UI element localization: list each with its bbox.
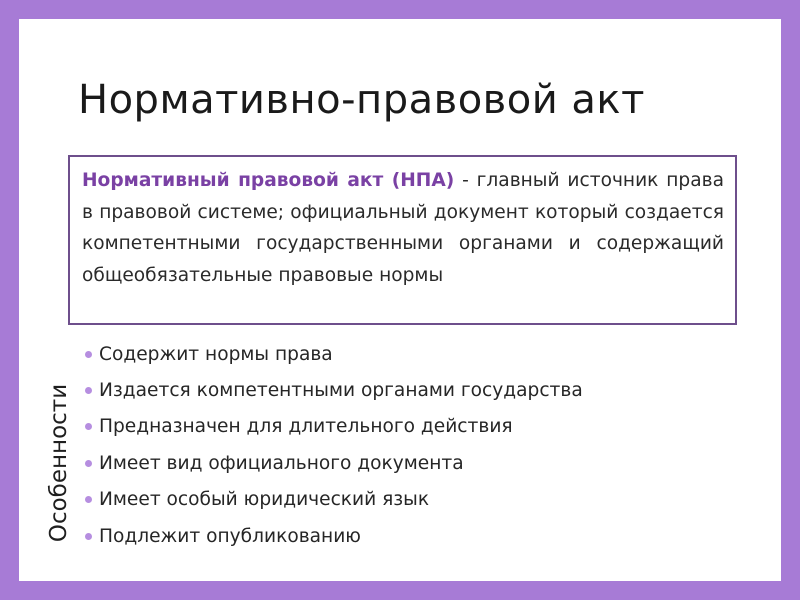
feature-text: Содержит нормы права: [99, 343, 333, 365]
bullet-icon: [85, 496, 92, 503]
bullet-icon: [85, 387, 92, 394]
list-item: [85, 336, 583, 372]
list-item: [85, 409, 583, 445]
definition-box: [68, 155, 737, 325]
definition-text: - главный источник права в правовой системе; официальный документ который создается компетентными государственными органами и содержащий общеобязательные правовые нормы: [82, 170, 724, 286]
feature-text: Подлежит опубликованию: [99, 525, 361, 547]
feature-text: Имеет особый юридический язык: [99, 489, 430, 511]
feature-text: Имеет вид официального документа: [99, 452, 464, 474]
slide-title: Нормативно-правовой акт: [78, 77, 645, 123]
list-item: [85, 518, 583, 554]
definition-term: Нормативный правовой акт (НПА): [82, 170, 455, 191]
list-item: [85, 372, 583, 408]
bullet-icon: [85, 533, 92, 540]
list-item: [85, 445, 583, 481]
feature-text: Издается компетентными органами государства: [99, 380, 583, 402]
feature-text: Предназначен для длительного действия: [99, 416, 513, 438]
list-item: [85, 482, 583, 518]
bullet-icon: [85, 423, 92, 430]
slide: [19, 19, 781, 581]
features-list: [85, 336, 583, 554]
bullet-icon: [85, 460, 92, 467]
features-side-label: Особенности: [46, 383, 72, 543]
bullet-icon: [85, 351, 92, 358]
